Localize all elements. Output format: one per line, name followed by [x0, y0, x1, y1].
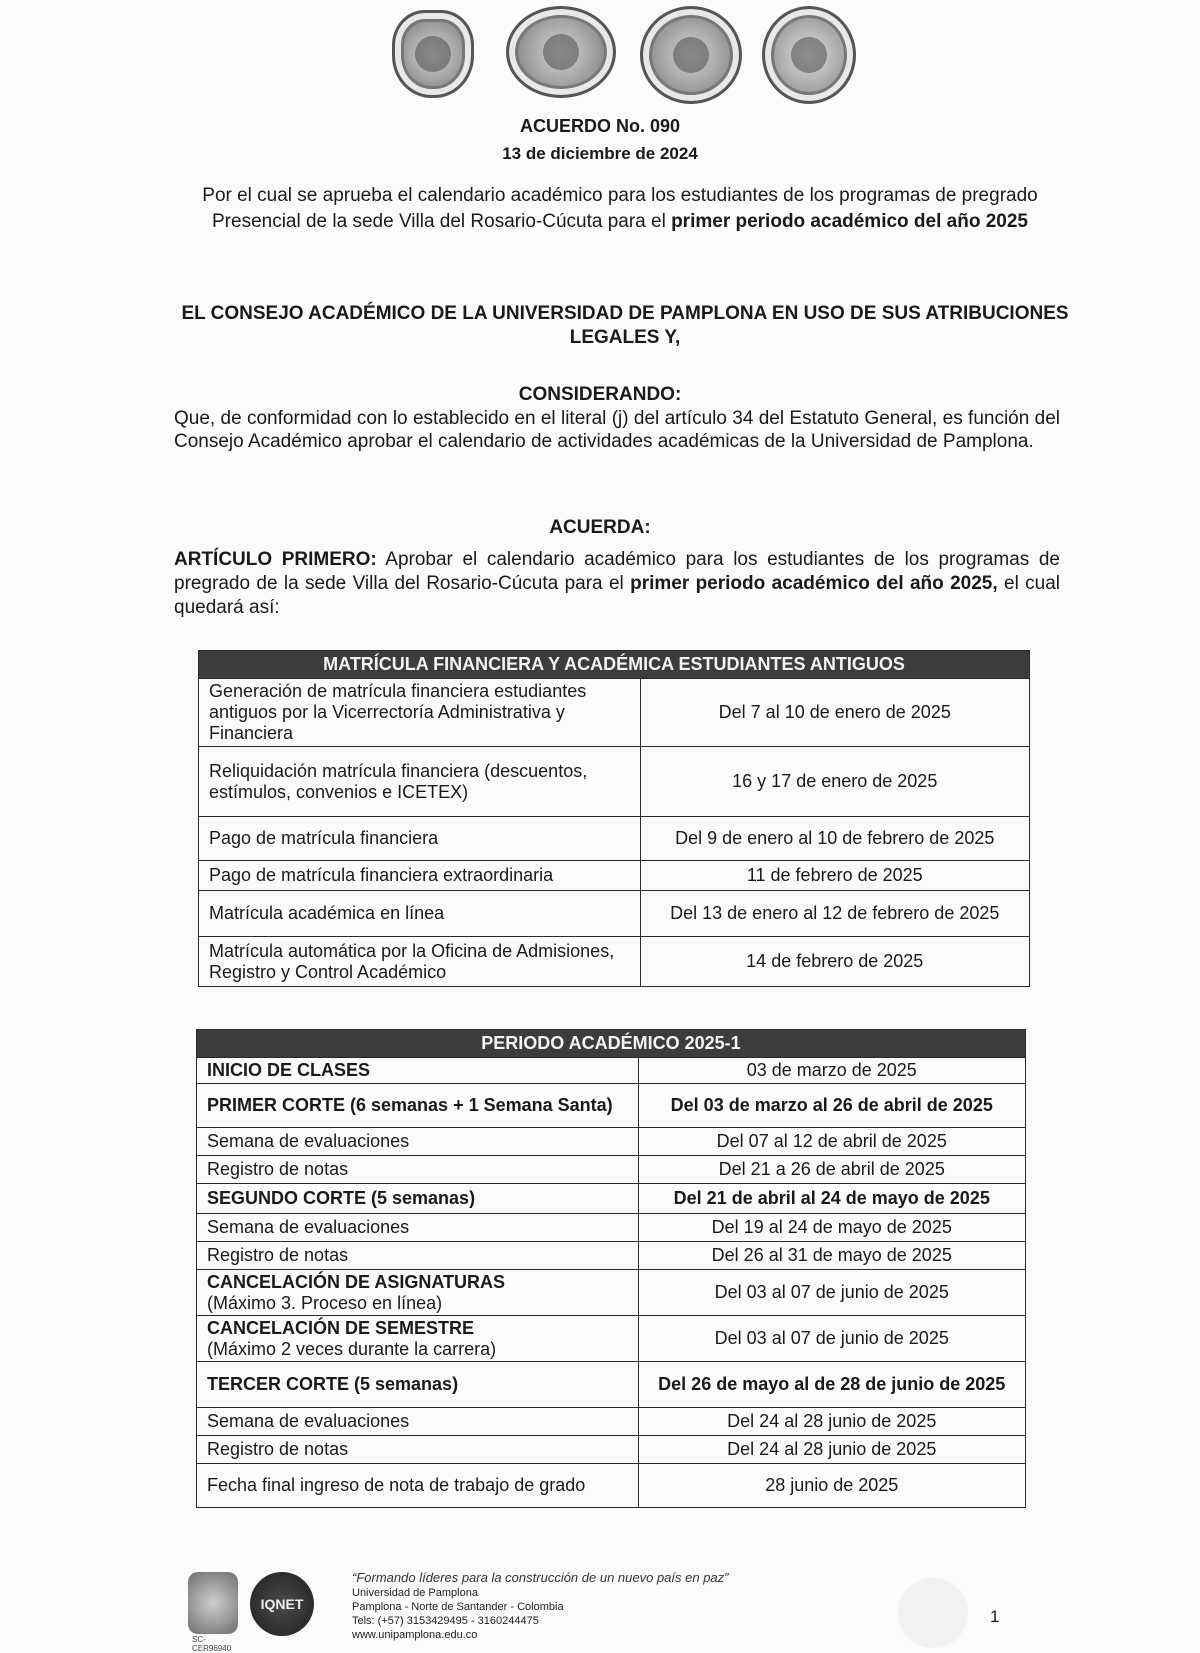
- activity-cell: [197, 1362, 639, 1408]
- activity-label: CANCELACIÓN DE SEMESTRE: [207, 1317, 475, 1338]
- table-row: [197, 1316, 1026, 1362]
- table-row: [197, 1270, 1026, 1316]
- articulo-primero: [174, 548, 1060, 620]
- footer-motto: “Formando líderes para la construcción de un nuevo país en paz”: [352, 1570, 729, 1585]
- matricula-table: [198, 650, 1030, 987]
- articulo-text-end: el cual quedará así:: [174, 573, 1061, 618]
- table-row: [199, 861, 1030, 891]
- table-row: [199, 747, 1030, 817]
- watermark-seal: [898, 1578, 968, 1648]
- date-cell: Del 7 al 10 de enero de 2025: [640, 679, 1030, 747]
- footer-web[interactable]: www.unipamplona.edu.co: [352, 1629, 478, 1641]
- date-cell: Del 03 al 07 de junio de 2025: [638, 1316, 1025, 1362]
- matricula-table-title: MATRÍCULA FINANCIERA Y ACADÉMICA ESTUDIANTES ANTIGUOS: [199, 651, 1030, 679]
- activity-cell: [197, 1184, 639, 1214]
- activity-cell: Matrícula automática por la Oficina de Admisiones, Registro y Control Académico: [199, 937, 641, 987]
- footer-university: Universidad de Pamplona: [352, 1587, 478, 1599]
- date-cell: Del 26 de mayo al de 28 de junio de 2025: [638, 1362, 1025, 1408]
- page-number: 1: [990, 1607, 1000, 1626]
- table-row: [197, 1436, 1026, 1464]
- activity-cell: [197, 1316, 639, 1362]
- quality-seal-logo: [640, 6, 742, 104]
- date-cell: Del 24 al 28 junio de 2025: [638, 1408, 1025, 1436]
- activity-label: CANCELACIÓN DE ASIGNATURAS: [207, 1271, 506, 1292]
- subject-bold-text: primer periodo académico del año 2025: [671, 211, 1028, 232]
- table-row: [197, 1058, 1026, 1084]
- activity-cell: [197, 1156, 639, 1184]
- no-discrimination-seal-logo: [762, 6, 856, 104]
- activity-label: SEGUNDO CORTE (5 semanas): [207, 1188, 476, 1208]
- icontec-logo: [188, 1572, 238, 1634]
- footer-location: Pamplona - Norte de Santander - Colombia: [352, 1601, 564, 1613]
- activity-cell: [197, 1270, 639, 1316]
- activity-label: Registro de notas: [207, 1439, 349, 1459]
- activity-cell: Matrícula académica en línea: [199, 891, 641, 937]
- activity-label: Fecha final ingreso de nota de trabajo de grado: [207, 1475, 586, 1495]
- consejo-statement: EL CONSEJO ACADÉMICO DE LA UNIVERSIDAD DE PAMPLONA EN USO DE SUS ATRIBUCIONES LEGALES Y,: [181, 303, 1069, 348]
- date-cell: Del 03 al 07 de junio de 2025: [638, 1270, 1025, 1316]
- activity-cell: [197, 1464, 639, 1508]
- periodo-table-title: PERIODO ACADÉMICO 2025-1: [197, 1030, 1026, 1058]
- activity-cell: [197, 1242, 639, 1270]
- acuerda-heading: ACUERDA:: [549, 517, 651, 538]
- table-row: [199, 817, 1030, 861]
- university-shield-logo: [392, 10, 474, 98]
- activity-label: Semana de evaluaciones: [207, 1217, 410, 1237]
- date-cell: Del 19 al 24 de mayo de 2025: [638, 1214, 1025, 1242]
- activity-label: Registro de notas: [207, 1245, 349, 1265]
- considerando-heading: CONSIDERANDO:: [518, 384, 682, 405]
- table-row: [197, 1362, 1026, 1408]
- footer-contact: [352, 1586, 564, 1642]
- acuerdo-date: 13 de diciembre de 2024: [502, 144, 698, 163]
- activity-cell: [197, 1084, 639, 1128]
- activity-cell: [197, 1128, 639, 1156]
- activity-cell: Pago de matrícula financiera: [199, 817, 641, 861]
- activity-cell: [197, 1408, 639, 1436]
- table-row: [197, 1184, 1026, 1214]
- activity-label: Semana de evaluaciones: [207, 1131, 410, 1151]
- activity-note: (Máximo 3. Proceso en línea): [207, 1292, 443, 1313]
- table-row: [197, 1128, 1026, 1156]
- date-cell: Del 21 a 26 de abril de 2025: [638, 1156, 1025, 1184]
- activity-cell: Pago de matrícula financiera extraordinaria: [199, 861, 641, 891]
- table-row: [199, 891, 1030, 937]
- activity-note: (Máximo 2 veces durante la carrera): [207, 1338, 497, 1359]
- activity-cell: Reliquidación matrícula financiera (descuentos, estímulos, convenios e ICETEX): [199, 747, 641, 817]
- articulo-label: ARTÍCULO PRIMERO:: [174, 549, 377, 570]
- date-cell: Del 24 al 28 junio de 2025: [638, 1436, 1025, 1464]
- activity-cell: [197, 1058, 639, 1084]
- activity-cell: [197, 1436, 639, 1464]
- date-cell: 03 de marzo de 2025: [638, 1058, 1025, 1084]
- articulo-bold-text: primer periodo académico del año 2025,: [630, 573, 998, 594]
- articulo-text: Aprobar el calendario académico para los estudiantes de los programas de pregrado de la sede Villa del Rosario-Cúcuta para el: [174, 549, 1060, 594]
- date-cell: Del 07 al 12 de abril de 2025: [638, 1128, 1025, 1156]
- considerando-body: Que, de conformidad con lo establecido en el literal (j) del artículo 34 del Estatuto General, es función del Consejo Académico aprobar el calendario de actividades académicas de la Universidad de Pamplona.: [174, 408, 1060, 452]
- header-logos: [0, 2, 1200, 102]
- iqnet-logo: IQNET: [250, 1572, 314, 1636]
- footer-phones: Tels: (+57) 3153429495 - 3160244475: [352, 1615, 539, 1627]
- date-cell: Del 13 de enero al 12 de febrero de 2025: [640, 891, 1030, 937]
- accreditation-seal-logo: [506, 6, 616, 98]
- table-row: [197, 1084, 1026, 1128]
- date-cell: 28 junio de 2025: [638, 1464, 1025, 1508]
- activity-label: Registro de notas: [207, 1159, 349, 1179]
- activity-label: PRIMER CORTE (6 semanas + 1 Semana Santa): [207, 1095, 613, 1115]
- table-row: [197, 1242, 1026, 1270]
- date-cell: Del 9 de enero al 10 de febrero de 2025: [640, 817, 1030, 861]
- date-cell: 11 de febrero de 2025: [640, 861, 1030, 891]
- table-row: [197, 1408, 1026, 1436]
- table-row: [199, 937, 1030, 987]
- table-row: [199, 679, 1030, 747]
- table-row: [197, 1214, 1026, 1242]
- date-cell: 16 y 17 de enero de 2025: [640, 747, 1030, 817]
- date-cell: Del 26 al 31 de mayo de 2025: [638, 1242, 1025, 1270]
- activity-cell: Generación de matrícula financiera estudiantes antiguos por la Vicerrectoría Administrativa y Financiera: [199, 679, 641, 747]
- subject-text: Por el cual se aprueba el calendario académico para los estudiantes de los programas de pregrado Presencial de la sede Villa del Rosario-Cúcuta para el: [202, 185, 1038, 232]
- activity-cell: [197, 1214, 639, 1242]
- table-row: [197, 1156, 1026, 1184]
- periodo-table: [196, 1029, 1026, 1508]
- date-cell: Del 21 de abril al 24 de mayo de 2025: [638, 1184, 1025, 1214]
- table-row: [197, 1464, 1026, 1508]
- activity-label: Semana de evaluaciones: [207, 1411, 410, 1431]
- acuerdo-subject: [170, 183, 1070, 235]
- certificate-code: SC-CER96940: [192, 1635, 232, 1653]
- activity-label: INICIO DE CLASES: [207, 1060, 371, 1080]
- activity-label: TERCER CORTE (5 semanas): [207, 1374, 459, 1394]
- date-cell: Del 03 de marzo al 26 de abril de 2025: [638, 1084, 1025, 1128]
- date-cell: 14 de febrero de 2025: [640, 937, 1030, 987]
- acuerdo-number: ACUERDO No. 090: [519, 116, 681, 136]
